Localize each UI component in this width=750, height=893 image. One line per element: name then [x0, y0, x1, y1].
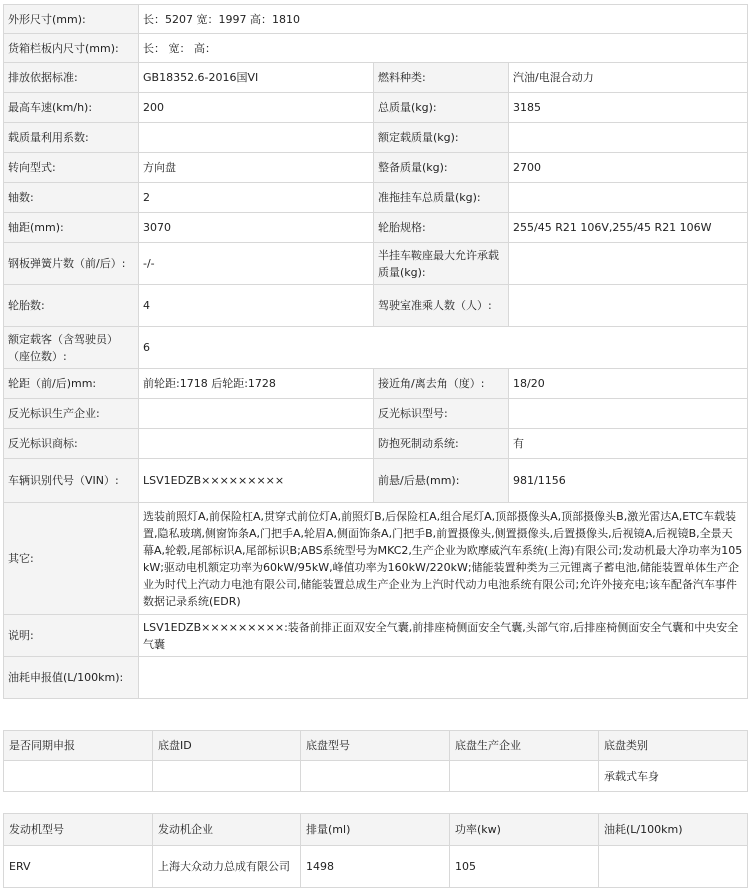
rated-load-label: 额定载质量(kg): [374, 123, 509, 153]
curb-mass-label: 整备质量(kg): [374, 153, 509, 183]
cab-passengers-value [509, 285, 748, 327]
steering-label: 转向型式: [4, 153, 139, 183]
engine-header-model: 发动机型号 [4, 814, 153, 846]
engine-header-displacement: 排量(ml) [301, 814, 450, 846]
seats-value: 6 [139, 327, 748, 369]
dimensions-label: 外形尺寸(mm): [4, 5, 139, 34]
leaf-spring-label: 钢板弹簧片数（前/后）: [4, 243, 139, 285]
cargo-dimensions-value: 长： 宽： 高： [139, 34, 748, 63]
fuel-consumption-value [139, 657, 748, 699]
steering-value: 方向盘 [139, 153, 374, 183]
note-label: 说明: [4, 615, 139, 657]
vehicle-spec-table [3, 4, 748, 699]
other-value: 选装前照灯A,前保险杠A,贯穿式前位灯A,前照灯B,后保险杠A,组合尾灯A,顶部摄像头A,顶部摄像头B,激光雷达A,ETC车载装置,隐私玻璃,侧窗饰条A,门把手A,轮眉A,侧面饰条A,门把手B,前置摄像头,侧置摄像头,后置摄像头,后视镜A,后视镜B,全景天幕A,轮毂,尾部标识A,尾部标识B;ABS系统型号为MKC2,生产企业为欧摩威汽车系统(上海)有限公司;发动机最大净功率为105kW;驱动电机额定功率为60kW/95kW,峰值功率为160kW/220kW;储能装置种类为三元锂离子蓄电池,储能装置单体生产企业为时代上汽动力电池有限公司,储能装置总成生产企业为上汽时代动力电池系统有限公司;允许外接充电;该车配备汽车事件数据记录系统(EDR) [139, 503, 748, 615]
gross-mass-label: 总质量(kg): [374, 93, 509, 123]
chassis-category-value: 承载式车身 [599, 761, 748, 792]
engine-table [3, 813, 748, 888]
load-utilization-label: 载质量利用系数: [4, 123, 139, 153]
vin-label: 车辆识别代号（VIN）: [4, 459, 139, 503]
spec-row-load-util [4, 123, 748, 153]
spec-row-vin [4, 459, 748, 503]
chassis-table [3, 730, 748, 792]
engine-header-consumption: 油耗(L/100km) [599, 814, 748, 846]
saddle-load-label: 半挂车鞍座最大允许承载质量(kg): [374, 243, 509, 285]
engine-model-value: ERV [4, 846, 153, 888]
reflector-brand-value [139, 429, 374, 459]
emission-value: GB18352.6-2016国VI [139, 63, 374, 93]
chassis-header-row [4, 731, 748, 761]
track-value: 前轮距:1718 后轮距:1728 [139, 369, 374, 399]
spec-row-cargo [4, 34, 748, 63]
chassis-header-sync: 是否同期申报 [4, 731, 153, 761]
approach-angle-label: 接近角/离去角（度）: [374, 369, 509, 399]
spec-row-dimensions [4, 5, 748, 34]
spec-row-emission [4, 63, 748, 93]
note-value: LSV1EDZB×××××××××:装备前排正面双安全气囊,前排座椅侧面安全气囊,头部气帘,后排座椅侧面安全气囊和中央安全气囊 [139, 615, 748, 657]
abs-label: 防抱死制动系统: [374, 429, 509, 459]
load-utilization-value [139, 123, 374, 153]
spec-row-track [4, 369, 748, 399]
engine-consumption-value [599, 846, 748, 888]
seats-label: 额定载客（含驾驶员）（座位数）: [4, 327, 139, 369]
chassis-header-maker: 底盘生产企业 [450, 731, 599, 761]
spec-row-fuel-consumption [4, 657, 748, 699]
spec-row-tires [4, 285, 748, 327]
cargo-dimensions-label: 货箱栏板内尺寸(mm): [4, 34, 139, 63]
chassis-header-category: 底盘类别 [599, 731, 748, 761]
spec-row-max-speed [4, 93, 748, 123]
curb-mass-value: 2700 [509, 153, 748, 183]
reflector-model-value [509, 399, 748, 429]
fuel-consumption-label: 油耗申报值(L/100km): [4, 657, 139, 699]
spec-row-leaf-spring [4, 243, 748, 285]
spec-row-reflector-maker [4, 399, 748, 429]
chassis-id-value [153, 761, 301, 792]
max-speed-value: 200 [139, 93, 374, 123]
spec-row-reflector-brand [4, 429, 748, 459]
chassis-maker-value [450, 761, 599, 792]
spec-row-steering [4, 153, 748, 183]
vin-value: LSV1EDZB××××××××× [139, 459, 374, 503]
gross-mass-value: 3185 [509, 93, 748, 123]
spec-row-seats [4, 327, 748, 369]
reflector-maker-label: 反光标识生产企业: [4, 399, 139, 429]
saddle-load-value [509, 243, 748, 285]
rated-load-value [509, 123, 748, 153]
tire-spec-label: 轮胎规格: [374, 213, 509, 243]
tires-label: 轮胎数: [4, 285, 139, 327]
track-label: 轮距（前/后)mm: [4, 369, 139, 399]
cab-passengers-label: 驾驶室准乘人数（人）: [374, 285, 509, 327]
wheelbase-label: 轴距(mm): [4, 213, 139, 243]
chassis-header-id: 底盘ID [153, 731, 301, 761]
overhang-value: 981/1156 [509, 459, 748, 503]
engine-header-maker: 发动机企业 [153, 814, 301, 846]
other-label: 其它: [4, 503, 139, 615]
tires-value: 4 [139, 285, 374, 327]
engine-maker-value: 上海大众动力总成有限公司 [153, 846, 301, 888]
engine-power-value: 105 [450, 846, 599, 888]
reflector-brand-label: 反光标识商标: [4, 429, 139, 459]
overhang-label: 前悬/后悬(mm): [374, 459, 509, 503]
trailer-mass-value [509, 183, 748, 213]
trailer-mass-label: 准拖挂车总质量(kg): [374, 183, 509, 213]
abs-value: 有 [509, 429, 748, 459]
engine-header-power: 功率(kw) [450, 814, 599, 846]
reflector-maker-value [139, 399, 374, 429]
spec-row-other [4, 503, 748, 615]
reflector-model-label: 反光标识型号: [374, 399, 509, 429]
max-speed-label: 最高车速(km/h): [4, 93, 139, 123]
leaf-spring-value: -/- [139, 243, 374, 285]
chassis-header-model: 底盘型号 [301, 731, 450, 761]
fuel-type-label: 燃料种类: [374, 63, 509, 93]
engine-header-row [4, 814, 748, 846]
axles-label: 轴数: [4, 183, 139, 213]
engine-data-row [4, 846, 748, 888]
axles-value: 2 [139, 183, 374, 213]
chassis-model-value [301, 761, 450, 792]
chassis-data-row [4, 761, 748, 792]
spec-row-wheelbase [4, 213, 748, 243]
chassis-sync-value [4, 761, 153, 792]
engine-displacement-value: 1498 [301, 846, 450, 888]
emission-label: 排放依据标准: [4, 63, 139, 93]
approach-angle-value: 18/20 [509, 369, 748, 399]
dimensions-value: 长：5207 宽：1997 高：1810 [139, 5, 748, 34]
spec-row-axles [4, 183, 748, 213]
wheelbase-value: 3070 [139, 213, 374, 243]
tire-spec-value: 255/45 R21 106V,255/45 R21 106W [509, 213, 748, 243]
spec-row-note [4, 615, 748, 657]
fuel-type-value: 汽油/电混合动力 [509, 63, 748, 93]
